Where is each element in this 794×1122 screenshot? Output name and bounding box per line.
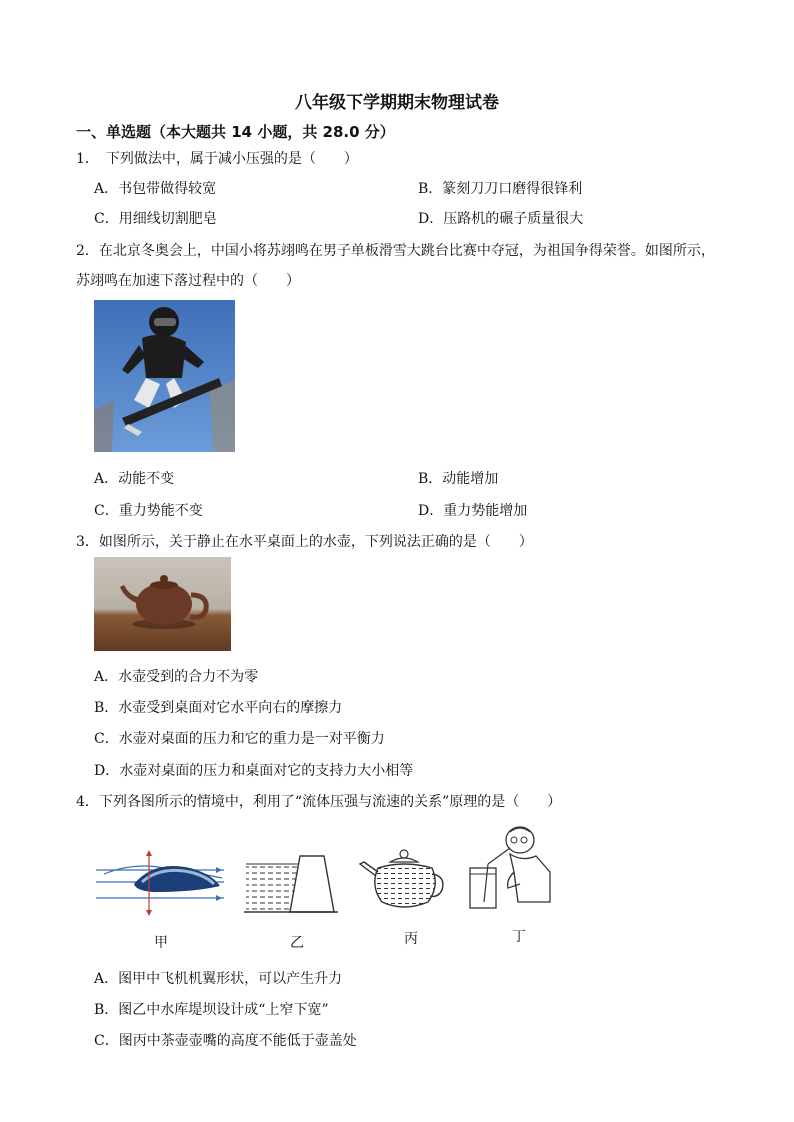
question-1-stem: 1． 下列做法中，属于减小压强的是（ ） — [76, 151, 358, 167]
page-title: 八年级下学期期末物理试卷 — [295, 93, 499, 113]
snowboarder-photo — [94, 300, 235, 452]
figure-label-jia: 甲 — [154, 935, 168, 951]
teapot-photo — [94, 557, 231, 651]
q3-option-b: B．水壶受到桌面对它水平向右的摩擦力 — [94, 700, 343, 716]
question-2-stem-line1: 2．在北京冬奥会上，中国小将苏翊鸣在男子单板滑雪大跳台比赛中夺冠，为祖国争得荣誉。如图所示， — [76, 243, 715, 259]
q1-option-d: D．压路机的碾子质量很大 — [418, 211, 584, 227]
teapot-diagram-figure — [356, 846, 448, 916]
q1-option-c: C．用细线切割肥皂 — [94, 211, 217, 227]
q3-option-a: A．水壶受到的合力不为零 — [94, 669, 259, 685]
question-3-stem: 3．如图所示，关于静止在水平桌面上的水壶，下列说法正确的是（ ） — [76, 534, 533, 550]
q4-option-c: C．图丙中茶壶壶嘴的高度不能低于壶盖处 — [94, 1033, 357, 1049]
question-4-stem: 4．下列各图所示的情境中，利用了“流体压强与流速的关系”原理的是（ ） — [76, 794, 562, 810]
q2-option-a: A．动能不变 — [94, 471, 175, 487]
q1-option-b: B．篆刻刀刀口磨得很锋利 — [418, 181, 583, 197]
figure-label-bing: 丙 — [404, 931, 418, 947]
q1-option-a: A．书包带做得较宽 — [94, 181, 217, 197]
q4-option-b: B．图乙中水库堤坝设计成“上窄下宽” — [94, 1002, 329, 1018]
section-heading: 一、单选题（本大题共 14 小题，共 28.0 分） — [76, 123, 395, 141]
q3-option-c: C．水壶对桌面的压力和它的重力是一对平衡力 — [94, 731, 385, 747]
q2-option-d: D．重力势能增加 — [418, 503, 528, 519]
q4-option-a: A．图甲中飞机机翼形状，可以产生升力 — [94, 971, 343, 987]
question-2-stem-line2: 苏翊鸣在加速下落过程中的（ ） — [76, 273, 300, 289]
dam-figure — [244, 852, 338, 916]
q3-option-d: D．水壶对桌面的压力和桌面对它的支持力大小相等 — [94, 763, 414, 779]
figure-label-yi: 乙 — [290, 935, 304, 951]
straw-figure — [466, 822, 562, 916]
q2-option-b: B．动能增加 — [418, 471, 499, 487]
figure-label-ding: 丁 — [512, 929, 526, 945]
q2-option-c: C．重力势能不变 — [94, 503, 203, 519]
airfoil-figure — [94, 848, 229, 918]
